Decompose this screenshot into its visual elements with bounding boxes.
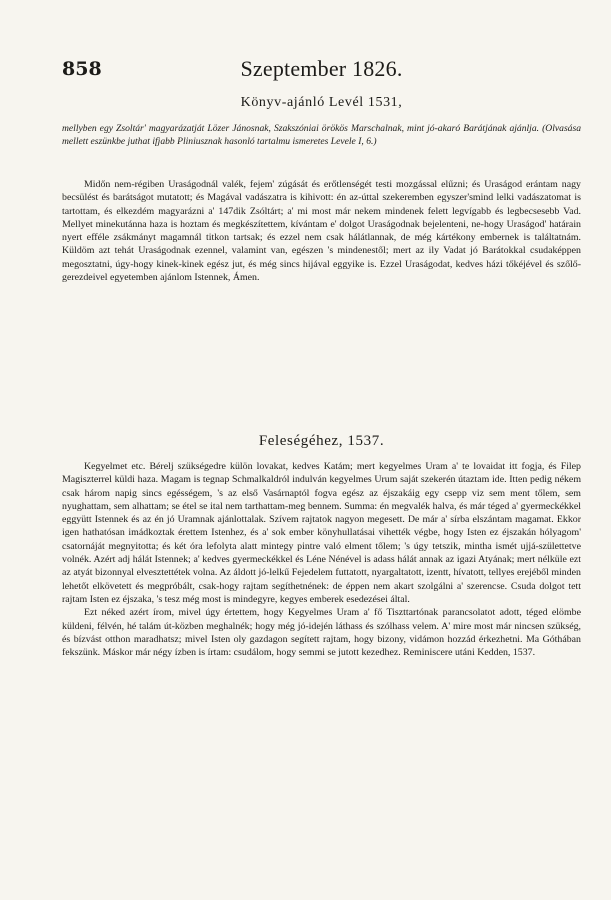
wife-letter-body [62, 460, 581, 659]
page-heading: Szeptember 1826. [240, 56, 403, 81]
dedication-letter-body [62, 178, 581, 284]
dedication-paragraph: Midőn nem-régiben Uraságodnál valék, fejem' zúgását és erőtlenségét testi mozgással elűzni; és Uraságod erántam nagy becsülést és barátságot mutatott; és Magával vadászatra is kihivott: én az-úttal szekeremben egyszer'smind lelki vadászatomat is tartottam, és elkezdém magyarázni a' 147dik Zsóltárt; a' mi most már nekem mindenek felett legvígabb és legbecsesebb Vad. Mellyet minekutánna haza is hoztam és megkészítettem, kívántam e' dolgot Uraságodnak bejelenteni, ne-hogy Uraságod' határain nyert efféle zsákmányt magamnál titkon tartsak; és ezzel nem csak hálátlannak, de még kártékony embernek is találtatnám. Küldöm azt tehát Uraságodnak ezennel, valamint van, egészen 's mindenestől; mert az ily Vadat jó Barátokkal csudaképpen megosztatni, úgy-hogy kinek-kinek egész jut, és még sincs hijával eggyike is. Ezzel Uraságodat, kedves házi tőkéjével és szőlő-gerezdeivel egyetemben ajánlom Istennek, Ámen. [62, 179, 581, 284]
dedication-summary: mellyben egy Zsoltár' magyarázatját Lözer Jánosnak, Szakszóniai örökös Marschalnak, mint jó-akaró Barátjának ajánlja. (Olvasása mellett eszünkbe juthat ifjabb Pliniusznak hasonló tartalmu ismeretes Levele I, 6.) [62, 123, 581, 148]
running-head [62, 56, 581, 82]
section-title-wife-letter: Feleségéhez, 1537. [258, 433, 385, 449]
page-number: 858 [62, 58, 102, 80]
section-title-dedication-letter: Könyv-ajánló Levél 1531, [240, 95, 403, 110]
wife-letter-paragraph-1: Kegyelmet etc. Bérelj szükségedre külön lovakat, kedves Katám; mert kegyelmes Uram a' te lovaidat itt fogja, és Filep Magiszterrel küldi haza. Magam is tegnap Schmalkaldról indulván kegyelmes Urum saját szekerén útaztam ide. Itten pedig nékem csak három napig sincs egésségem, 's az első Vasárnaptól fogva egész az éjszakáig egy csepp viz sem ment tőlem, sem nyughattam, sem alhattam; se étel se ital nem tarthattam-meg bennem. Summa: én megvalék halva, és már téged a' gyermeckékkel eggyütt Istennek és az én jó Uramnak ajánlottalak. Szívem rajtatok nagyon megesett. De már a' sírba elszántam magamat. Ekkor igen hathatósan imádkoztak érettem Istenhez, és a' sok ember könyhullatásai vihették végbe, hogy Isten ez éjszakán hólyagom' csatornáját megnyitotta; és két óra lefolyta alatt mintegy pintre való elment tőlem; 's úgy tetszik, mintha ismét ujjá-születtetve volnék. Azért adj hálát Istennek; a' kedves gyermeckékkel és Léne Nénével is adass hálát annak az igazi Atyának; mert nélküle ezt az atyát bizonnyal elvesztettétek volna. Az áldott jó-lelkű Fejedelem futtatott, nyargaltatott, izentt, hívatott, tellyes erejéből minden lehetőt elkövetett és megpróbált, csak-hogy rajtam segíthetnének: de éppen nem akart szolgálni a' szerencse. Csuda dolgot tett rajtam Isten ez éjszaka, 's tesz még most is mindegyre, kegyes emberek esedezései által. [62, 461, 581, 605]
wife-letter-paragraph-2: Ezt néked azért írom, mivel úgy értettem, hogy Kegyelmes Uram a' fő Tiszttartónak parancsolatot adott, téged elömbe küldeni, félvén, hé talám út-közben meghalnék; hogy még jó-idején láthass és szólhass velem. A' mire most már nincsen szükség, és bízvást otthon maradhatsz; mivel Isten oly gazdagon segített rajtam, hogy bizony, vidámon hozzád érkezhetni. Ma Góthában fekszünk. Máskor már négy ízben is írtam: csudálom, hogy semmi se jutott kezedhez. Reminiscere utáni Kedden, 1537. [62, 607, 581, 659]
